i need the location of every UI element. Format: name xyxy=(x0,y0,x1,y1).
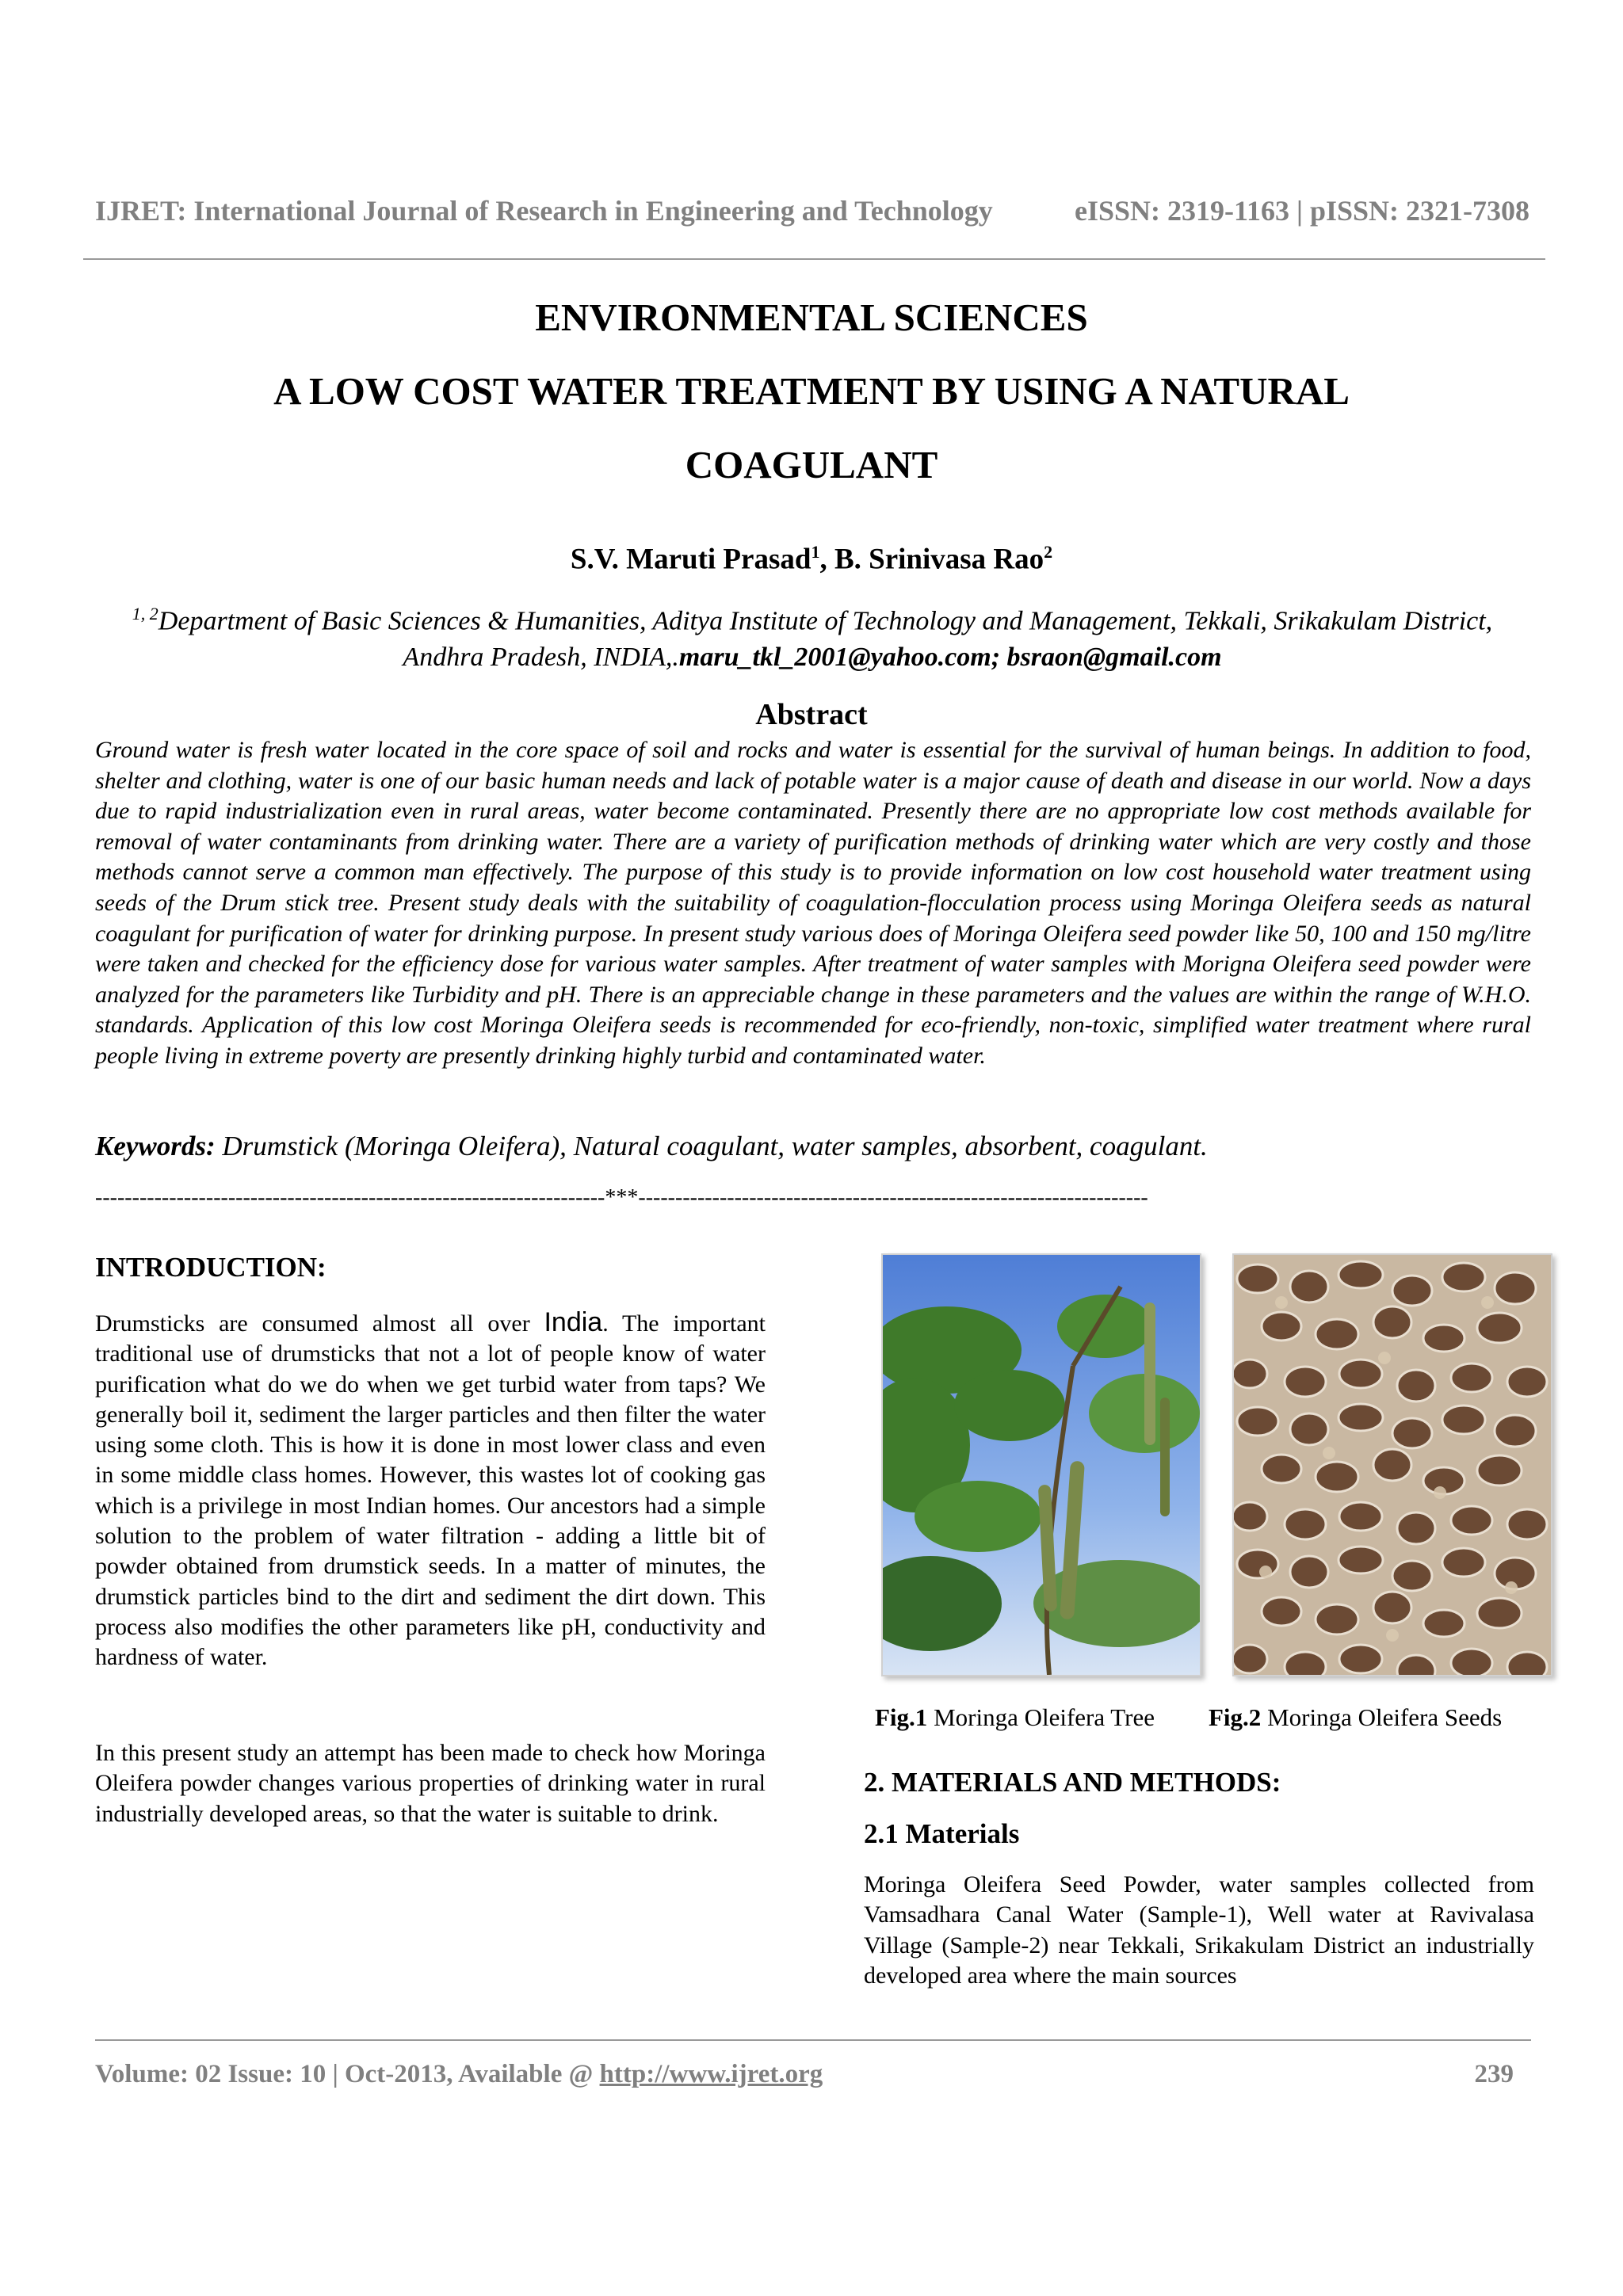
issn: eISSN: 2319-1163 | pISSN: 2321-7308 xyxy=(1075,195,1529,227)
figure-2-label: Fig.2 xyxy=(1209,1703,1262,1731)
moringa-seeds-illustration xyxy=(1234,1255,1551,1675)
running-footer xyxy=(95,2060,1514,2089)
footer-volume-text: Volume: 02 Issue: 10 | Oct-2013, Available @ xyxy=(95,2060,600,2088)
author-emails: maru_tkl_2001@yahoo.com; bsraon@gmail.com xyxy=(678,643,1222,673)
author-2-sup: 2 xyxy=(1044,542,1053,562)
affiliation-text: Department of Basic Sciences & Humanities, Aditya Institute of Technology and Management, Tekkali, Srikakulam District, Andhra Pradesh, INDIA,. xyxy=(158,606,1493,673)
figure-1-image xyxy=(881,1253,1201,1676)
intro-text-rest: . The important traditional use of drumsticks that not a lot of people know of water purification what do we do when we get turbid water from taps? We generally boil it, sediment the larger particles and then filter the water using some cloth. This is how it is done in most lower class and even in some middle class homes. However, this wastes lot of cooking gas which is a privilege in most Indian homes. Our ancestors had a simple solution to the problem of water filtration - adding a little bit of powder obtained from drumstick seeds. In a matter of minutes, the drumstick particles bind to the dirt and sediment the dirt down. This process also modifies the other parameters like pH, conductivity and hardness of water. xyxy=(95,1310,766,1671)
materials-paragraph: Moringa Oleifera Seed Powder, water samples collected from Vamsadhara Canal Water (Sample-1), Well water at Ravivalasa Village (Sample-2) near Tekkali, Srikakulam District an industrially developed area where the main sources xyxy=(864,1871,1534,1989)
affiliation-sup: 1, 2 xyxy=(132,604,158,624)
authors xyxy=(0,542,1623,576)
section-title: ENVIRONMENTAL SCIENCES xyxy=(535,296,1088,339)
keywords-text: Drumstick (Moringa Oleifera), Natural coagulant, water samples, absorbent, coagulant. xyxy=(215,1131,1208,1161)
author-2: B. Srinivasa Rao xyxy=(834,543,1044,576)
section-separator: ---------------------------------------------------------------------***--------------------------------------------------------------------- xyxy=(95,1185,1148,1210)
footer-volume xyxy=(95,2060,823,2089)
materials-methods-heading: 2. MATERIALS AND METHODS: xyxy=(864,1767,1281,1798)
affiliation xyxy=(119,596,1506,676)
introduction-paragraph-1 xyxy=(95,1307,766,1673)
keywords xyxy=(95,1131,1531,1162)
running-header xyxy=(95,194,1529,227)
figure-1-caption xyxy=(875,1703,1155,1732)
author-1-sup: 1 xyxy=(811,542,820,562)
footer-rule xyxy=(95,2039,1531,2041)
figure-2-image xyxy=(1232,1253,1552,1676)
page-number: 239 xyxy=(1474,2060,1514,2088)
moringa-tree-illustration xyxy=(883,1255,1200,1675)
intro-text-india: India xyxy=(544,1307,603,1337)
header-rule xyxy=(83,258,1545,260)
figure-2-text: Moringa Oleifera Seeds xyxy=(1261,1703,1503,1731)
paper-title-line1: A LOW COST WATER TREATMENT BY USING A NATURAL xyxy=(273,369,1350,413)
figure-1-text: Moringa Oleifera Tree xyxy=(927,1703,1155,1731)
figure-2-caption xyxy=(1209,1703,1502,1732)
journal-name: IJRET: International Journal of Research in Engineering and Technology xyxy=(95,195,993,227)
author-1: S.V. Maruti Prasad xyxy=(570,543,812,576)
introduction-paragraph-2: In this present study an attempt has been made to check how Moringa Oleifera powder changes various properties of drinking water in rural industrially developed areas, so that the water is suitable to drink. xyxy=(95,1740,766,1827)
journal-website-link[interactable]: http://www.ijret.org xyxy=(599,2060,823,2088)
keywords-label: Keywords: xyxy=(95,1131,216,1161)
abstract-heading: Abstract xyxy=(755,698,868,731)
author-separator: , xyxy=(819,543,834,576)
abstract-text: Ground water is fresh water located in the core space of soil and rocks and water is essential for the survival of human beings. In addition to food, shelter and clothing, water is one of our basic human needs and lack of potable water is a major cause of death and disease in our world. Now a days due to rapid industrialization even in rural areas, water become contaminated. Presently there are no appropriate low cost methods available for removal of water contaminants from drinking water. There are a variety of purification methods of drinking water which are very costly and those methods cannot serve a common man effectively. The purpose of this study is to provide information on low cost household water treatment using seeds of the Drum stick tree. Present study deals with the suitability of coagulation-flocculation process using Moringa Oleifera seeds as natural coagulant for purification of water for drinking purpose. In present study various does of Moringa Oleifera seed powder like 50, 100 and 150 mg/litre were taken and checked for the efficiency dose for various water samples. After treatment of water samples with Morigna Oleifera seed powder were analyzed for the parameters like Turbidity and pH. There is an appreciable change in these parameters and the values are within the range of W.H.O. standards. Application of this low cost Moringa Oleifera seeds is recommended for eco-friendly, non-toxic, simplified water treatment where rural people living in extreme poverty are presently drinking highly turbid and contaminated water. xyxy=(95,737,1531,1069)
introduction-heading: INTRODUCTION: xyxy=(95,1252,327,1283)
paper-title-line2: COAGULANT xyxy=(685,443,938,486)
intro-text-start: Drumsticks are consumed almost all over xyxy=(95,1310,544,1337)
figure-1-label: Fig.1 xyxy=(875,1703,928,1731)
materials-subheading: 2.1 Materials xyxy=(864,1818,1020,1849)
